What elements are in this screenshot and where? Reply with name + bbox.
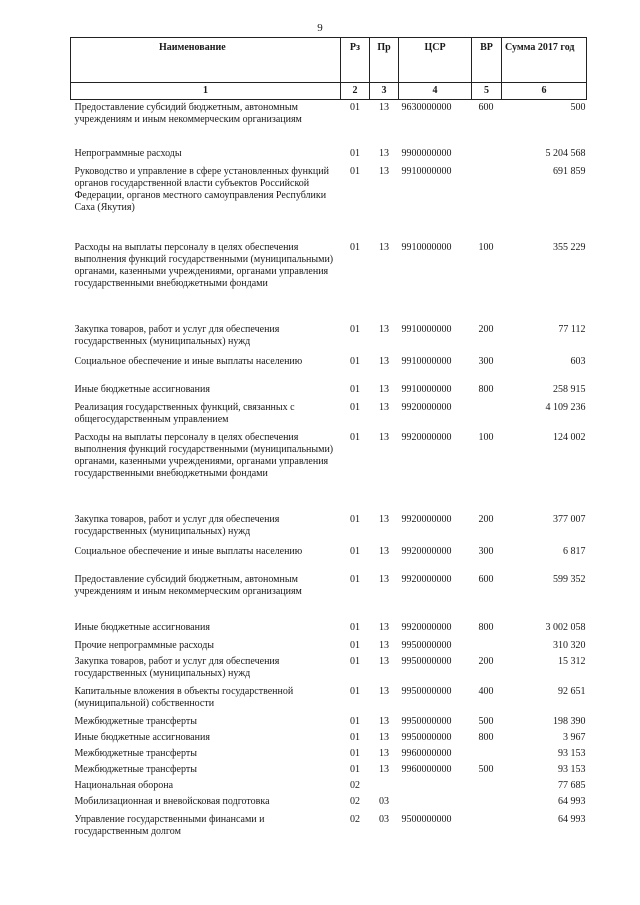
cell-sum: 198 390 [553,715,586,727]
cell-csr: 9960000000 [401,747,452,759]
table-row [71,240,587,322]
cell-csr: 9910000000 [401,355,452,367]
cell-name: Расходы на выплаты персоналу в целях обеспечения выполнения функций государственными (муниципальными) органами, казенными учреждениями, органами управления государственными внебюджетными фондами [74,431,334,479]
cell-pr: 13 [379,715,389,727]
cell-csr: 9920000000 [401,513,452,525]
cell-rz: 01 [350,639,360,651]
cell-sum: 691 859 [553,165,586,177]
cell-rz: 01 [350,383,360,395]
cell-sum: 64 993 [558,795,586,807]
cell-csr: 9920000000 [401,431,452,443]
cell-name: Управление государственными финансами и государственным долгом [74,813,265,837]
cell-vr [472,638,502,654]
cell-vr: 600 [478,573,494,585]
cell-name: Иные бюджетные ассигнования [74,383,210,395]
cell-pr [370,778,399,794]
cell-vr [472,400,502,430]
column-number-row [71,83,587,100]
table-row [71,100,587,146]
cell-rz: 01 [350,241,360,253]
cell-sum: 4 109 236 [545,401,586,413]
table-row [71,714,587,730]
cell-sum: 3 967 [563,731,586,743]
cell-vr [472,164,502,240]
cell-csr: 9900000000 [401,147,452,159]
header-pr: Пр [370,38,399,83]
cell-vr [472,746,502,762]
cell-vr [472,812,502,838]
cell-csr [399,794,472,812]
cell-rz: 01 [350,763,360,775]
cell-name: Межбюджетные трансферты [74,715,197,727]
cell-rz: 01 [350,655,360,667]
header-vr: ВР [472,38,502,83]
cell-sum: 64 993 [558,813,586,825]
column-number: 5 [472,83,502,100]
table-row [71,544,587,572]
cell-pr: 13 [379,513,389,525]
budget-table [70,37,587,838]
cell-rz: 01 [350,401,360,413]
cell-name: Непрограммные расходы [74,147,182,159]
cell-name: Закупка товаров, работ и услуг для обеспечения государственных (муниципальных) нужд [74,655,280,679]
header-csr: ЦСР [399,38,472,83]
cell-vr: 300 [478,545,494,557]
cell-vr [472,794,502,812]
cell-vr: 500 [478,763,494,775]
cell-vr: 200 [478,323,494,335]
cell-pr: 03 [379,795,389,807]
table-row [71,322,587,354]
cell-sum: 124 002 [553,431,586,443]
cell-csr: 9910000000 [401,323,452,335]
cell-name: Расходы на выплаты персоналу в целях обеспечения выполнения функций государственными (муниципальными) органами, казенными учреждениями, органами управления государственными внебюджетными фондами [74,241,334,289]
cell-csr [399,778,472,794]
table-row [71,684,587,714]
table-row [71,812,587,838]
cell-rz: 01 [350,621,360,633]
cell-pr: 13 [379,655,389,667]
table-row [71,638,587,654]
cell-rz: 01 [350,685,360,697]
table-row [71,746,587,762]
cell-pr: 13 [379,545,389,557]
cell-vr: 800 [478,383,494,395]
page-number: 9 [317,22,323,34]
cell-vr: 600 [478,102,494,113]
cell-pr: 13 [379,763,389,775]
table-row [71,400,587,430]
cell-name: Мобилизационная и вневойсковая подготовка [74,795,270,807]
cell-rz: 01 [350,355,360,367]
cell-csr: 9950000000 [401,655,452,667]
cell-pr: 13 [379,323,389,335]
table-row [71,794,587,812]
cell-pr: 13 [379,355,389,367]
cell-name: Капитальные вложения в объекты государственной (муниципальной) собственности [74,685,294,709]
cell-pr: 13 [379,573,389,585]
cell-sum: 599 352 [553,573,586,585]
cell-rz: 02 [350,779,360,791]
cell-rz: 01 [350,165,360,177]
cell-csr: 9950000000 [401,685,452,697]
cell-csr: 9920000000 [401,621,452,633]
cell-rz: 02 [350,795,360,807]
cell-name: Закупка товаров, работ и услуг для обеспечения государственных (муниципальных) нужд [74,323,280,347]
cell-pr: 13 [379,747,389,759]
cell-sum: 310 320 [553,639,586,651]
cell-sum: 500 [570,102,586,113]
table-row [71,572,587,620]
column-number: 4 [399,83,472,100]
table-row [71,620,587,638]
cell-pr: 13 [379,685,389,697]
cell-sum: 377 007 [553,513,586,525]
cell-name: Социальное обеспечение и иные выплаты населению [74,355,303,367]
cell-rz: 01 [350,731,360,743]
cell-vr: 100 [478,241,494,253]
cell-sum: 92 651 [558,685,586,697]
cell-rz: 01 [350,715,360,727]
column-number: 2 [341,83,370,100]
cell-sum: 93 153 [558,763,586,775]
table-row [71,778,587,794]
cell-pr: 13 [379,621,389,633]
cell-csr: 9920000000 [401,545,452,557]
cell-pr: 13 [379,639,389,651]
table-row [71,354,587,382]
cell-name: Межбюджетные трансферты [74,747,197,759]
cell-csr: 9910000000 [401,383,452,395]
cell-rz: 01 [350,323,360,335]
cell-vr: 500 [478,715,494,727]
cell-vr: 800 [478,621,494,633]
cell-vr: 100 [478,431,494,443]
cell-vr: 200 [478,655,494,667]
cell-sum: 258 915 [553,383,586,395]
cell-csr: 9920000000 [401,573,452,585]
cell-name: Руководство и управление в сфере установленных функций органов государственной власти субъектов Российской Федерации, органов местного самоуправления Республики Саха (Якутия) [74,165,329,213]
cell-vr [472,778,502,794]
cell-vr: 200 [478,513,494,525]
table-row [71,164,587,240]
cell-sum: 3 002 058 [545,621,586,633]
cell-sum: 93 153 [558,747,586,759]
cell-csr: 9500000000 [401,813,452,825]
cell-name: Иные бюджетные ассигнования [74,731,210,743]
header-sum: Сумма 2017 год [502,38,587,83]
table-row [71,146,587,164]
cell-name: Закупка товаров, работ и услуг для обеспечения государственных (муниципальных) нужд [74,513,280,537]
table-row [71,654,587,684]
cell-name: Социальное обеспечение и иные выплаты населению [74,545,303,557]
cell-pr: 13 [379,383,389,395]
cell-rz: 01 [350,747,360,759]
cell-csr: 9960000000 [401,763,452,775]
cell-pr: 13 [379,431,389,443]
column-number: 1 [71,83,341,100]
cell-vr [472,146,502,164]
table-body [71,100,587,838]
cell-name: Межбюджетные трансферты [74,763,197,775]
cell-name: Национальная оборона [74,779,174,791]
cell-csr: 9630000000 [401,102,452,113]
cell-name: Предоставление субсидий бюджетным, автономным учреждениям и иным некоммерческим организациям [74,102,302,125]
cell-rz: 02 [350,813,360,825]
cell-pr: 13 [379,731,389,743]
cell-pr: 13 [379,147,389,159]
column-number: 6 [502,83,587,100]
cell-rz: 01 [350,573,360,585]
cell-rz: 01 [350,102,360,113]
cell-pr: 13 [379,165,389,177]
table-row [71,512,587,544]
cell-sum: 355 229 [553,241,586,253]
table-row [71,730,587,746]
column-number: 3 [370,83,399,100]
cell-name: Иные бюджетные ассигнования [74,621,210,633]
header-name: Наименование [71,38,341,83]
cell-sum: 6 817 [563,545,586,557]
cell-name: Предоставление субсидий бюджетным, автономным учреждениям и иным некоммерческим организациям [74,573,302,597]
cell-name: Прочие непрограммные расходы [74,639,215,651]
cell-vr: 400 [478,685,494,697]
cell-pr: 13 [379,102,389,113]
cell-vr: 300 [478,355,494,367]
cell-rz: 01 [350,147,360,159]
cell-csr: 9950000000 [401,639,452,651]
table-row [71,430,587,512]
cell-rz: 01 [350,513,360,525]
cell-pr: 03 [379,813,389,825]
cell-sum: 77 685 [558,779,586,791]
cell-pr: 13 [379,401,389,413]
cell-sum: 5 204 568 [545,147,586,159]
cell-pr: 13 [379,241,389,253]
cell-csr: 9950000000 [401,731,452,743]
cell-csr: 9910000000 [401,241,452,253]
cell-rz: 01 [350,545,360,557]
cell-name: Реализация государственных функций, связанных с общегосударственным управлением [74,401,295,425]
cell-rz: 01 [350,431,360,443]
cell-sum: 603 [570,355,586,367]
cell-sum: 15 312 [558,655,586,667]
table-row [71,762,587,778]
cell-sum: 77 112 [558,323,586,335]
header-rz: Рз [341,38,370,83]
cell-vr: 800 [478,731,494,743]
table-row [71,382,587,400]
cell-csr: 9920000000 [401,401,452,413]
table-header-row [71,38,587,83]
cell-csr: 9950000000 [401,715,452,727]
cell-csr: 9910000000 [401,165,452,177]
